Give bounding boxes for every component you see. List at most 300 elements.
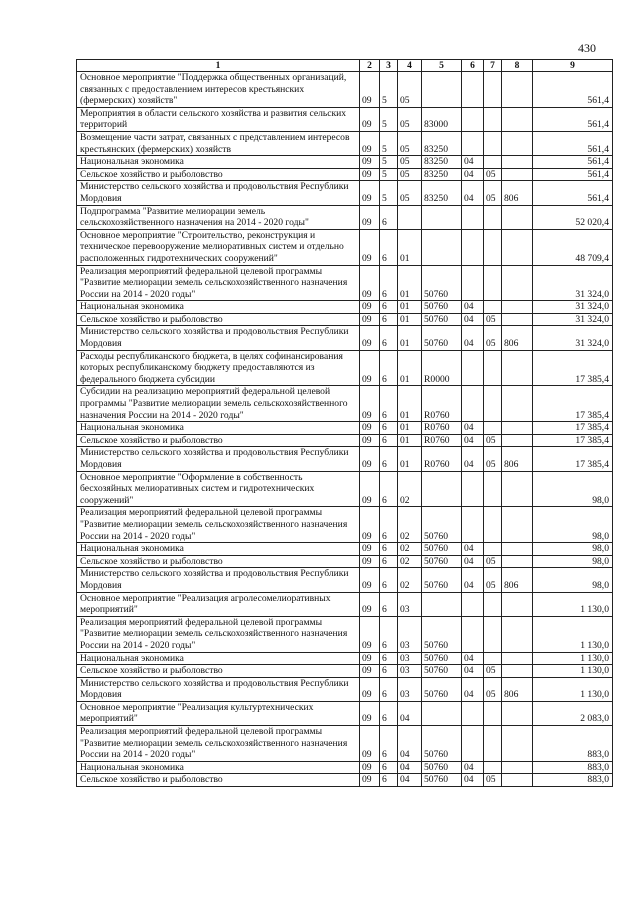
row-code-5: 50760 [422,665,462,678]
table-row [77,543,613,556]
header-col-3: 3 [380,60,398,72]
row-code-4: 03 [398,652,422,665]
table-row [77,350,613,386]
row-code-5: 50760 [422,761,462,774]
row-code-8 [502,107,533,131]
table-row [77,652,613,665]
row-code-7 [484,422,502,435]
row-code-6: 04 [462,181,484,205]
row-code-2: 09 [360,205,380,229]
table-body [77,72,613,787]
row-amount: 1 130,0 [533,616,613,652]
row-code-7 [484,701,502,725]
row-code-2: 09 [360,131,380,155]
row-code-6: 04 [462,665,484,678]
row-code-3: 6 [380,386,398,422]
row-code-4: 04 [398,701,422,725]
row-name: Основное мероприятие "Строительство, реконструкция и техническое перевооружение мелиоративных систем и отдельно расположенных гидротехнических сооружений" [77,229,360,265]
row-code-5: 83000 [422,107,462,131]
row-code-2: 09 [360,774,380,787]
row-code-5: 50760 [422,555,462,568]
row-name: Основное мероприятие "Оформление в собственность бесхозяйных мелиоративных систем и гидротехнических сооружений" [77,471,360,507]
row-code-8: 806 [502,326,533,350]
row-code-3: 6 [380,701,398,725]
row-code-8 [502,555,533,568]
row-code-6: 04 [462,568,484,592]
row-code-6: 04 [462,543,484,556]
row-code-7 [484,229,502,265]
row-code-6: 04 [462,326,484,350]
row-amount: 1 130,0 [533,677,613,701]
row-code-7 [484,592,502,616]
row-name: Министерство сельского хозяйства и продовольствия Республики Мордовия [77,326,360,350]
row-code-3: 6 [380,568,398,592]
row-code-3: 6 [380,313,398,326]
row-code-3: 5 [380,72,398,108]
row-amount: 883,0 [533,726,613,762]
row-code-6 [462,616,484,652]
row-code-3: 6 [380,471,398,507]
row-code-8 [502,507,533,543]
row-code-6 [462,726,484,762]
row-amount: 31 324,0 [533,326,613,350]
table-row [77,313,613,326]
row-name: Сельское хозяйство и рыболовство [77,555,360,568]
row-code-5: 50760 [422,568,462,592]
row-code-5: 50760 [422,326,462,350]
row-code-3: 6 [380,665,398,678]
table-row [77,665,613,678]
row-code-4: 02 [398,507,422,543]
row-code-4: 01 [398,301,422,314]
table-row [77,301,613,314]
row-code-7 [484,386,502,422]
row-code-2: 09 [360,326,380,350]
row-code-3: 6 [380,652,398,665]
row-code-5: 50760 [422,774,462,787]
row-code-7 [484,265,502,301]
row-code-5: 50760 [422,726,462,762]
row-code-3: 6 [380,677,398,701]
row-code-7 [484,131,502,155]
row-code-8 [502,156,533,169]
row-amount: 17 385,4 [533,350,613,386]
row-code-7 [484,652,502,665]
row-code-7 [484,616,502,652]
row-code-5 [422,229,462,265]
row-code-4: 02 [398,568,422,592]
row-code-6 [462,205,484,229]
row-name: Министерство сельского хозяйства и продовольствия Республики Мордовия [77,447,360,471]
table-row [77,774,613,787]
row-code-4 [398,205,422,229]
row-code-7: 05 [484,677,502,701]
row-name: Подпрограмма "Развитие мелиорации земель сельскохозяйственного назначения на 2014 - 2020 годы" [77,205,360,229]
row-code-2: 09 [360,156,380,169]
row-code-3: 5 [380,107,398,131]
row-name: Национальная экономика [77,761,360,774]
row-code-7: 05 [484,168,502,181]
row-code-5: R0760 [422,386,462,422]
row-code-4: 01 [398,422,422,435]
row-amount: 561,4 [533,181,613,205]
row-name: Реализация мероприятий федеральной целевой программы "Развитие мелиорации земель сельскохозяйственного назначения России на 2014 - 2020 годы" [77,265,360,301]
row-code-8 [502,313,533,326]
row-code-7 [484,107,502,131]
row-code-7 [484,350,502,386]
row-code-6: 04 [462,156,484,169]
row-name: Национальная экономика [77,652,360,665]
row-code-2: 09 [360,543,380,556]
row-code-4: 01 [398,229,422,265]
row-code-8 [502,434,533,447]
table-row [77,326,613,350]
row-name: Реализация мероприятий федеральной целевой программы "Развитие мелиорации земель сельскохозяйственного назначения России на 2014 - 2020 годы" [77,507,360,543]
row-amount: 31 324,0 [533,265,613,301]
row-code-4: 01 [398,265,422,301]
row-code-8 [502,386,533,422]
row-amount: 1 130,0 [533,665,613,678]
row-code-8 [502,543,533,556]
row-code-5: 83250 [422,168,462,181]
row-amount: 98,0 [533,471,613,507]
row-code-3: 6 [380,507,398,543]
row-code-7: 05 [484,774,502,787]
row-amount: 98,0 [533,507,613,543]
row-code-6 [462,592,484,616]
row-code-2: 09 [360,313,380,326]
row-code-2: 09 [360,761,380,774]
row-code-4: 05 [398,72,422,108]
row-amount: 52 020,4 [533,205,613,229]
row-code-4: 05 [398,181,422,205]
row-code-2: 09 [360,386,380,422]
row-code-7: 05 [484,568,502,592]
row-code-8 [502,350,533,386]
row-code-5: 50760 [422,507,462,543]
row-code-8 [502,652,533,665]
row-code-4: 01 [398,434,422,447]
row-code-5: 50760 [422,543,462,556]
row-code-2: 09 [360,447,380,471]
row-amount: 1 130,0 [533,652,613,665]
row-code-2: 09 [360,555,380,568]
table-row [77,265,613,301]
row-code-7 [484,471,502,507]
row-name: Министерство сельского хозяйства и продовольствия Республики Мордовия [77,181,360,205]
row-code-6 [462,471,484,507]
row-amount: 98,0 [533,555,613,568]
row-name: Национальная экономика [77,156,360,169]
row-code-7: 05 [484,665,502,678]
row-code-4: 04 [398,761,422,774]
row-code-4: 01 [398,350,422,386]
row-code-2: 09 [360,168,380,181]
header-row [77,60,613,72]
row-amount: 98,0 [533,543,613,556]
row-amount: 883,0 [533,774,613,787]
table-row [77,568,613,592]
header-col-5: 5 [422,60,462,72]
row-code-4: 03 [398,616,422,652]
row-code-2: 09 [360,422,380,435]
table-row [77,434,613,447]
row-code-3: 6 [380,422,398,435]
row-code-3: 6 [380,265,398,301]
row-code-5: R0760 [422,447,462,471]
row-code-6 [462,72,484,108]
table-row [77,181,613,205]
row-name: Национальная экономика [77,301,360,314]
row-code-2: 09 [360,616,380,652]
row-code-6: 04 [462,301,484,314]
table-row [77,471,613,507]
table-row [77,168,613,181]
row-code-5: R0000 [422,350,462,386]
row-name: Основное мероприятие "Реализация агролесомелиоративных мероприятий" [77,592,360,616]
row-code-3: 6 [380,774,398,787]
row-code-4: 02 [398,555,422,568]
row-code-7 [484,507,502,543]
header-col-9: 9 [533,60,613,72]
row-code-4: 04 [398,774,422,787]
row-code-3: 6 [380,350,398,386]
row-code-2: 09 [360,350,380,386]
row-name: Мероприятия в области сельского хозяйства и развития сельских территорий [77,107,360,131]
row-code-7: 05 [484,181,502,205]
row-code-7 [484,543,502,556]
row-code-3: 6 [380,229,398,265]
row-code-2: 09 [360,434,380,447]
row-name: Сельское хозяйство и рыболовство [77,168,360,181]
row-code-7: 05 [484,434,502,447]
row-code-6: 04 [462,313,484,326]
header-col-8: 8 [502,60,533,72]
row-code-8 [502,471,533,507]
row-code-6: 04 [462,555,484,568]
row-code-4: 02 [398,471,422,507]
row-code-3: 5 [380,181,398,205]
row-code-7 [484,761,502,774]
row-code-6 [462,131,484,155]
row-amount: 31 324,0 [533,313,613,326]
row-name: Министерство сельского хозяйства и продовольствия Республики Мордовия [77,677,360,701]
table-row [77,592,613,616]
row-code-6 [462,701,484,725]
row-code-8 [502,665,533,678]
row-code-2: 09 [360,107,380,131]
row-code-2: 09 [360,301,380,314]
row-name: Основное мероприятие "Реализация культуртехнических мероприятий" [77,701,360,725]
row-code-2: 09 [360,181,380,205]
row-code-3: 5 [380,131,398,155]
row-code-3: 6 [380,326,398,350]
row-name: Реализация мероприятий федеральной целевой программы "Развитие мелиорации земель сельскохозяйственного назначения России на 2014 - 2020 годы" [77,726,360,762]
table-row [77,447,613,471]
row-amount: 561,4 [533,156,613,169]
row-code-3: 5 [380,156,398,169]
row-code-2: 09 [360,229,380,265]
row-code-8 [502,726,533,762]
row-code-8 [502,229,533,265]
table-row [77,205,613,229]
row-code-5: R0760 [422,422,462,435]
row-code-3: 6 [380,434,398,447]
row-code-3: 6 [380,616,398,652]
row-code-6: 04 [462,434,484,447]
row-amount: 17 385,4 [533,386,613,422]
row-code-6 [462,386,484,422]
row-amount: 1 130,0 [533,592,613,616]
row-code-5: 83250 [422,181,462,205]
row-code-7 [484,156,502,169]
row-code-2: 09 [360,471,380,507]
row-name: Сельское хозяйство и рыболовство [77,313,360,326]
row-code-5: 83250 [422,131,462,155]
table-row [77,386,613,422]
table-row [77,107,613,131]
table-row [77,761,613,774]
row-code-5 [422,205,462,229]
header-col-1: 1 [77,60,360,72]
row-code-4: 03 [398,592,422,616]
row-code-5 [422,701,462,725]
row-name: Министерство сельского хозяйства и продовольствия Республики Мордовия [77,568,360,592]
row-code-3: 6 [380,555,398,568]
row-code-4: 05 [398,156,422,169]
table-row [77,677,613,701]
table-row [77,422,613,435]
header-col-4: 4 [398,60,422,72]
row-code-2: 09 [360,726,380,762]
row-code-5: 50760 [422,313,462,326]
row-code-7 [484,301,502,314]
row-name: Сельское хозяйство и рыболовство [77,434,360,447]
row-code-4: 01 [398,326,422,350]
row-amount: 31 324,0 [533,301,613,314]
row-code-2: 09 [360,665,380,678]
row-code-6: 04 [462,652,484,665]
row-code-7: 05 [484,326,502,350]
row-amount: 98,0 [533,568,613,592]
row-code-7 [484,726,502,762]
row-code-4: 01 [398,386,422,422]
row-code-5: R0760 [422,434,462,447]
row-code-5: 50760 [422,301,462,314]
row-code-8 [502,131,533,155]
table-row [77,726,613,762]
row-code-2: 09 [360,677,380,701]
row-name: Сельское хозяйство и рыболовство [77,665,360,678]
row-code-8 [502,265,533,301]
row-code-6: 04 [462,774,484,787]
header-col-7: 7 [484,60,502,72]
row-code-7 [484,72,502,108]
row-amount: 561,4 [533,131,613,155]
table-row [77,131,613,155]
row-name: Национальная экономика [77,543,360,556]
row-code-6 [462,107,484,131]
row-code-7: 05 [484,447,502,471]
row-code-2: 09 [360,568,380,592]
row-code-8: 806 [502,677,533,701]
row-amount: 561,4 [533,168,613,181]
row-code-5: 50760 [422,652,462,665]
row-amount: 48 709,4 [533,229,613,265]
row-code-6: 04 [462,422,484,435]
table-row [77,701,613,725]
table-row [77,156,613,169]
row-amount: 883,0 [533,761,613,774]
row-code-8: 806 [502,568,533,592]
row-code-3: 6 [380,761,398,774]
row-code-2: 09 [360,507,380,543]
row-name: Расходы республиканского бюджета, в целях софинансирования которых республиканскому бюджету предоставляются из федерального бюджета субсидии [77,350,360,386]
row-code-6: 04 [462,677,484,701]
row-code-7 [484,205,502,229]
row-code-4: 01 [398,313,422,326]
header-col-6: 6 [462,60,484,72]
row-amount: 17 385,4 [533,434,613,447]
table-row [77,555,613,568]
row-code-6 [462,350,484,386]
row-code-4: 05 [398,107,422,131]
row-code-4: 03 [398,677,422,701]
row-code-8 [502,72,533,108]
table-row [77,507,613,543]
table-row [77,616,613,652]
row-code-4: 01 [398,447,422,471]
row-code-3: 6 [380,205,398,229]
row-code-2: 09 [360,701,380,725]
row-code-6: 04 [462,761,484,774]
page-number: 430 [578,41,596,55]
row-code-5 [422,471,462,507]
row-code-2: 09 [360,72,380,108]
row-code-3: 6 [380,301,398,314]
row-code-5 [422,72,462,108]
row-amount: 2 083,0 [533,701,613,725]
row-code-3: 5 [380,168,398,181]
row-amount: 17 385,4 [533,422,613,435]
row-code-7: 05 [484,313,502,326]
row-code-4: 05 [398,168,422,181]
row-amount: 17 385,4 [533,447,613,471]
table-row [77,229,613,265]
row-code-6: 04 [462,168,484,181]
row-code-8 [502,301,533,314]
row-amount: 561,4 [533,107,613,131]
row-code-3: 6 [380,447,398,471]
row-code-5: 50760 [422,616,462,652]
row-code-8 [502,592,533,616]
row-code-8 [502,422,533,435]
header-col-2: 2 [360,60,380,72]
row-code-2: 09 [360,652,380,665]
row-code-4: 04 [398,726,422,762]
row-code-8 [502,616,533,652]
row-code-4: 05 [398,131,422,155]
row-code-8: 806 [502,181,533,205]
row-code-5: 50760 [422,677,462,701]
row-code-2: 09 [360,592,380,616]
table-row [77,72,613,108]
row-code-5 [422,592,462,616]
row-code-4: 02 [398,543,422,556]
row-name: Реализация мероприятий федеральной целевой программы "Развитие мелиорации земель сельскохозяйственного назначения России на 2014 - 2020 годы" [77,616,360,652]
row-code-8 [502,701,533,725]
row-code-6: 04 [462,447,484,471]
